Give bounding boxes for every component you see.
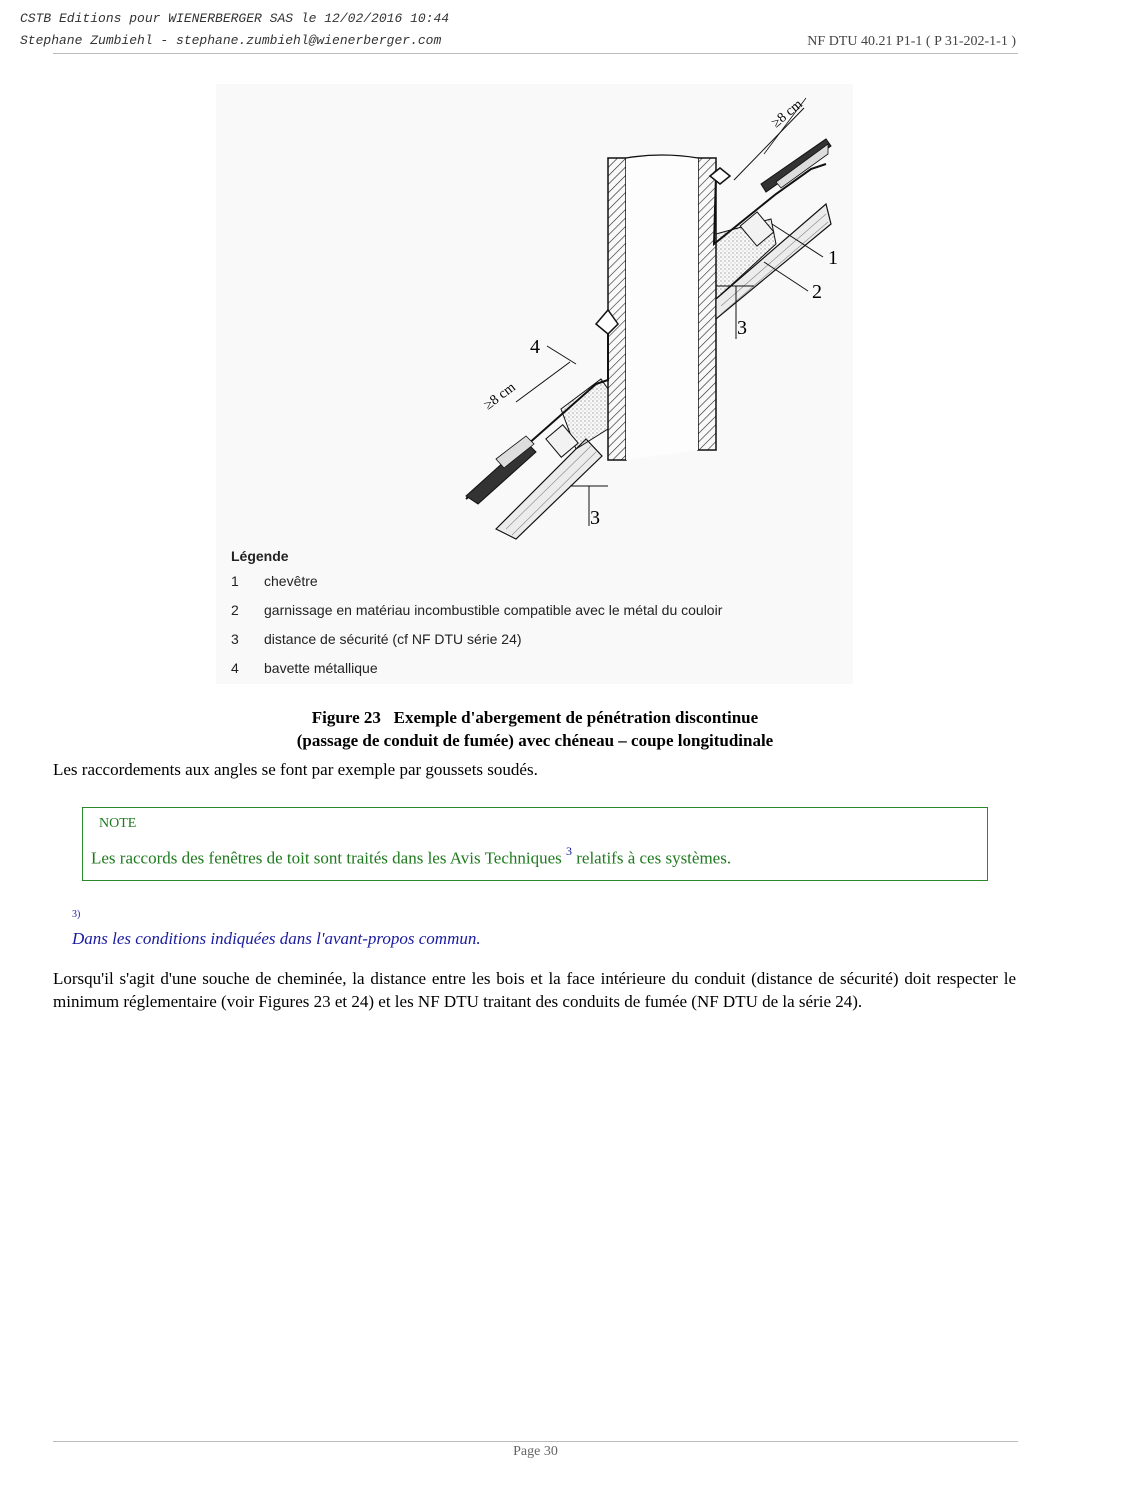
- footnote-text: Dans les conditions indiquées dans l'avant-propos commun.: [72, 929, 481, 948]
- legend-item-text: distance de sécurité (cf NF DTU série 24): [264, 631, 522, 647]
- chimney-flashing-diagram: [216, 84, 853, 544]
- footnote-reference-link[interactable]: 3: [566, 844, 572, 858]
- footer-divider: [53, 1441, 1018, 1442]
- callout-3-lower: 3: [590, 507, 600, 529]
- legend-item-text: chevêtre: [264, 573, 318, 589]
- note-text-end: relatifs à ces systèmes.: [576, 848, 732, 868]
- header-line-1: CSTB Editions pour WIENERBERGER SAS le 12/02/2016 10:44: [20, 11, 450, 26]
- figure-legend: [231, 548, 722, 689]
- legend-item-number: 1: [231, 573, 239, 589]
- chimney-left-wall: [608, 158, 626, 460]
- document-reference: NF DTU 40.21 P1-1 ( P 31-202-1-1 ): [807, 34, 1016, 49]
- footnote-mark: 3): [72, 909, 81, 920]
- note-text: [91, 846, 731, 869]
- legend-item-text: bavette métallique: [264, 660, 378, 676]
- header-line-2: Stephane Zumbiehl - stephane.zumbiehl@wienerberger.com: [20, 33, 442, 48]
- callout-3-upper: 3: [737, 317, 747, 339]
- figure-caption-line-1: Figure 23 Exemple d'abergement de pénétration discontinue: [311, 708, 759, 727]
- page-number: Page 30: [513, 1444, 558, 1459]
- legend-title: Légende: [231, 548, 289, 564]
- legend-item: [231, 602, 722, 631]
- legend-item: [231, 631, 722, 660]
- legend-item-number: 3: [231, 631, 239, 647]
- callout-2: 2: [812, 281, 822, 303]
- header-divider: [53, 53, 1018, 54]
- paragraph-raccordements: Les raccordements aux angles se font par exemple par goussets soudés.: [53, 760, 538, 779]
- legend-item: [231, 573, 722, 602]
- figure-caption-line-2: (passage de conduit de fumée) avec chéneau – coupe longitudinale: [296, 731, 774, 750]
- dimension-label-upper: ≥8 cm: [768, 96, 806, 132]
- note-label: NOTE: [99, 816, 137, 831]
- paragraph-souche-cheminee: Lorsqu'il s'agit d'une souche de cheminée, la distance entre les bois et la face intérieure du conduit (distance de sécurité) doit respecter le minimum réglementaire (voir Figures 23 et 24) et les NF DTU traitant des conduits de fumée (NF DTU de la série 24).: [53, 969, 1016, 1011]
- note-box: [82, 807, 988, 881]
- callout-1: 1: [828, 247, 838, 269]
- legend-item-text: garnissage en matériau incombustible compatible avec le métal du couloir: [264, 602, 723, 618]
- legend-item-number: 2: [231, 602, 239, 618]
- legend-item-number: 4: [231, 660, 239, 676]
- note-text-main: Les raccords des fenêtres de toit sont traités dans les Avis Techniques: [91, 848, 562, 868]
- callout-4: 4: [530, 336, 540, 358]
- chimney-right-wall: [698, 158, 716, 450]
- dimension-label-lower: ≥8 cm: [481, 379, 519, 414]
- legend-item: [231, 660, 722, 689]
